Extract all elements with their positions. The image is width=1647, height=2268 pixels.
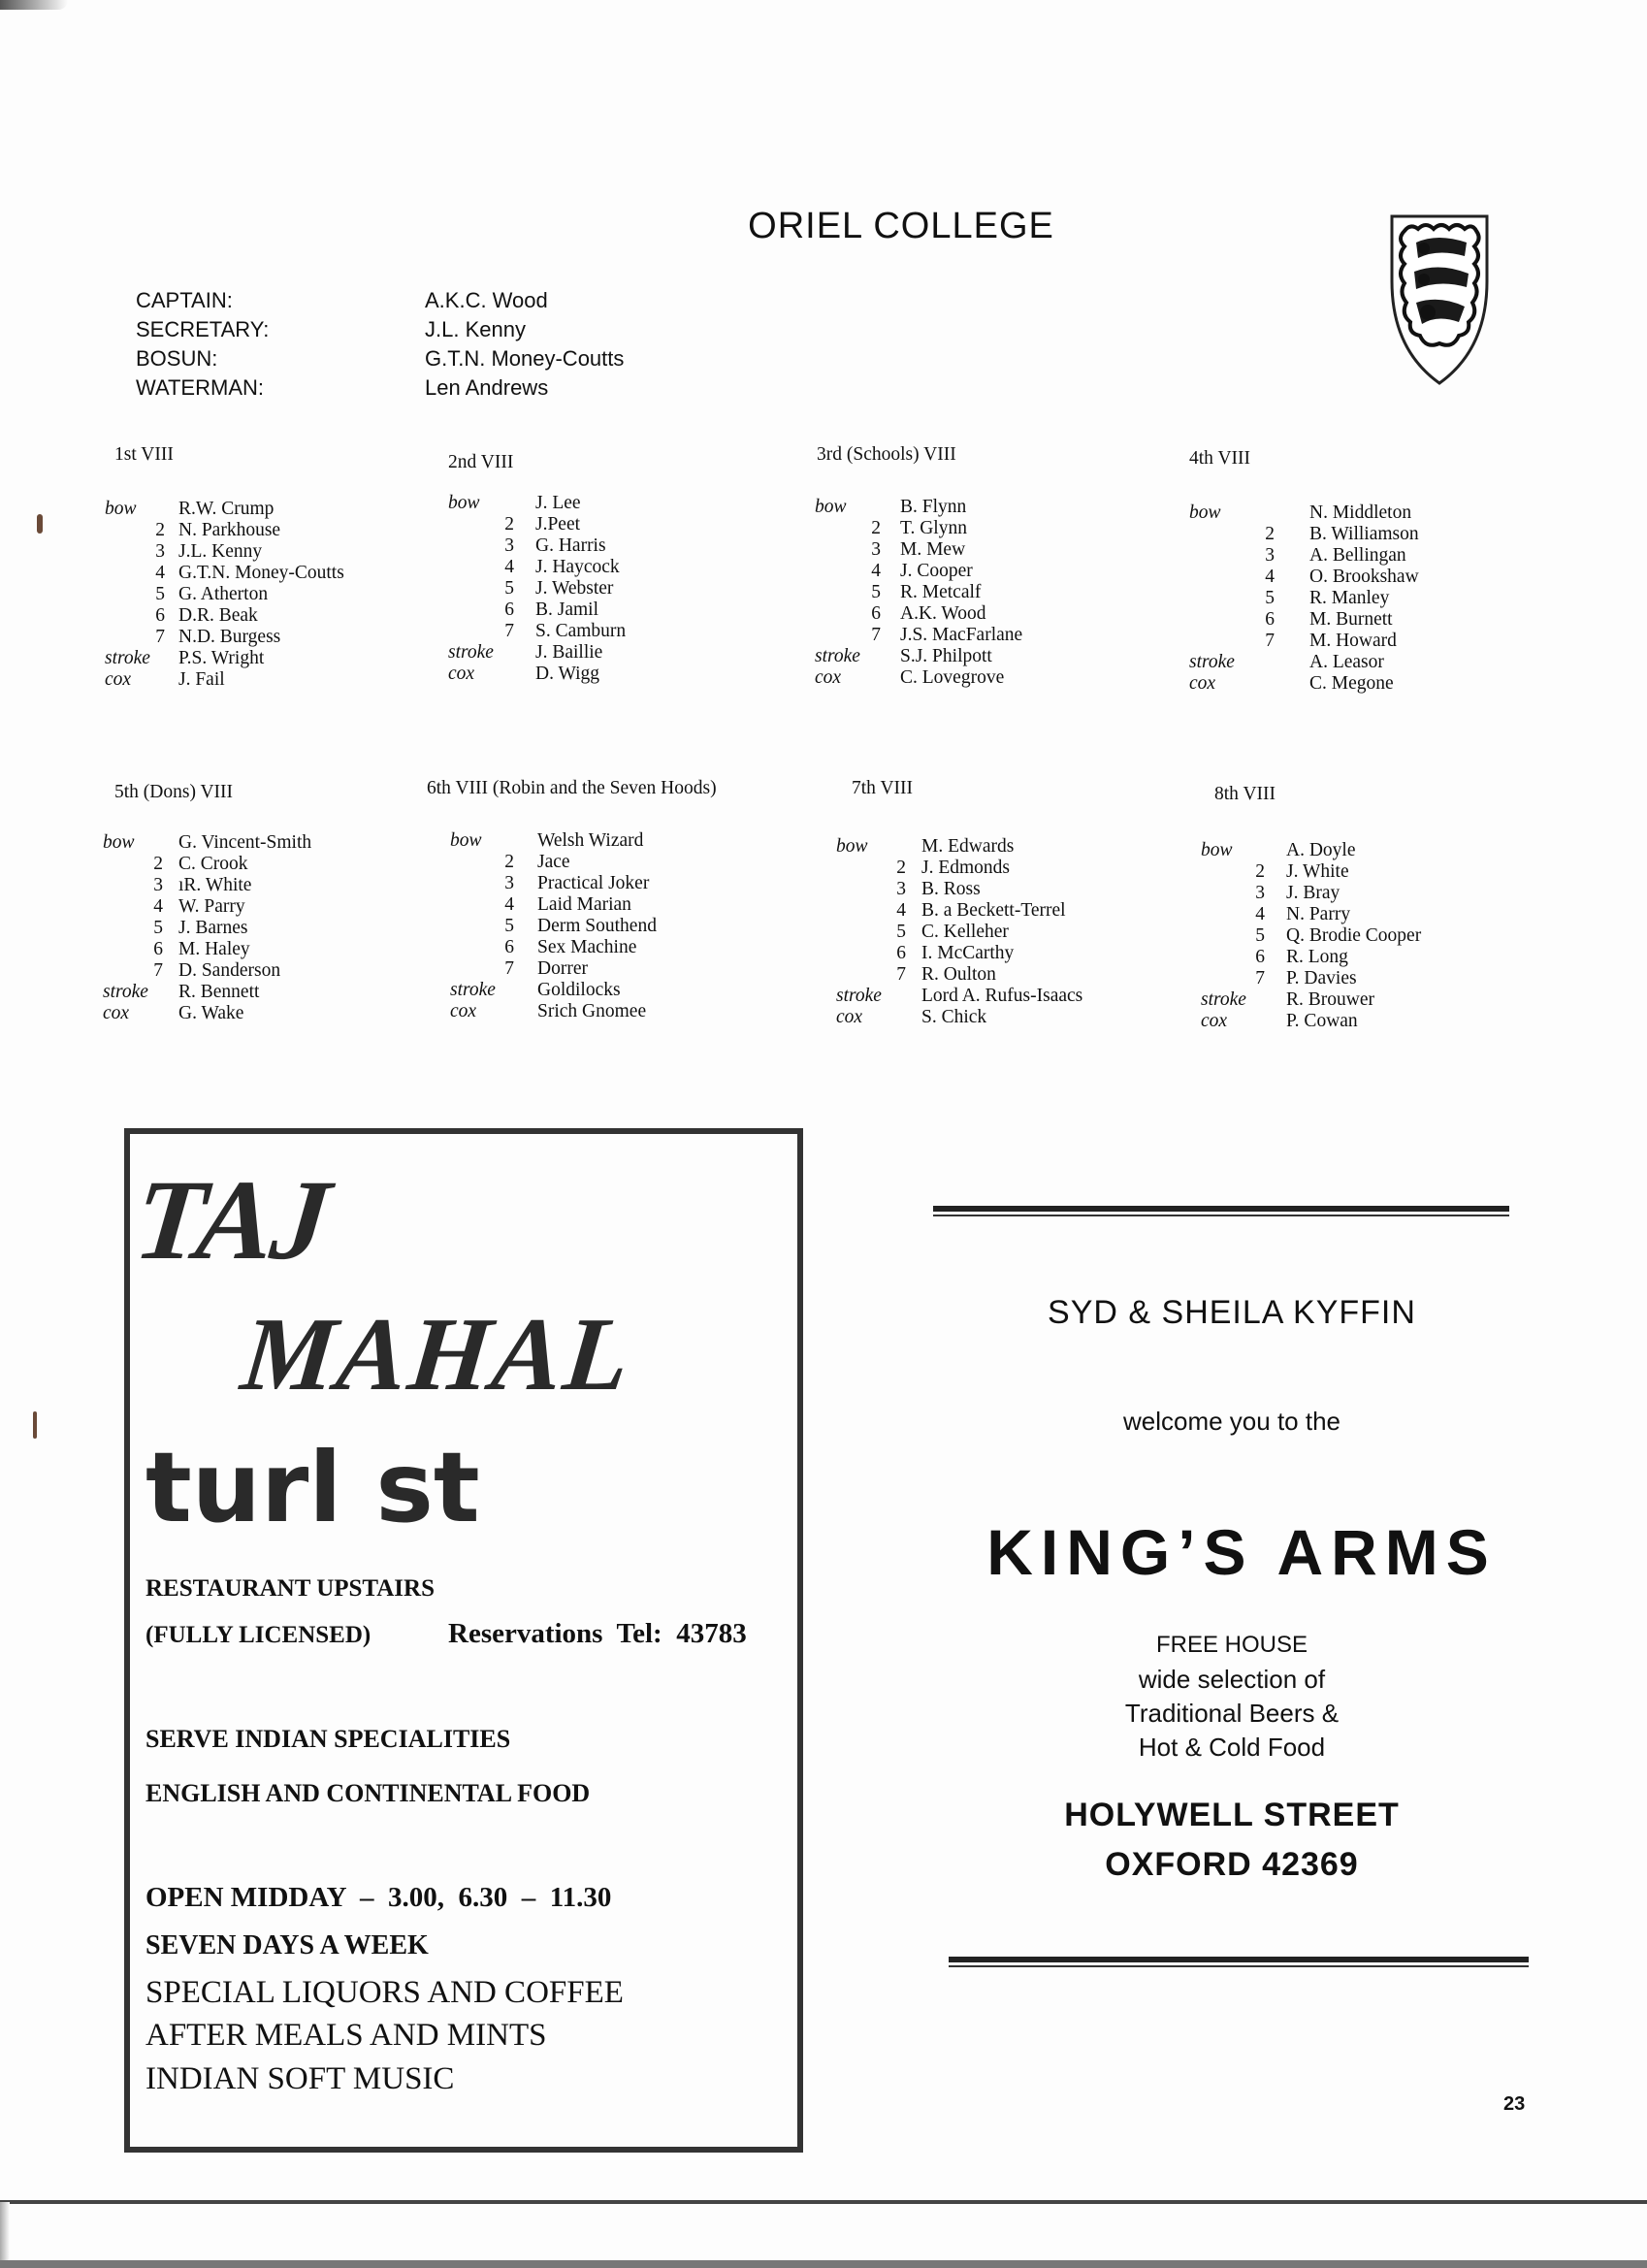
crew-row: [1189, 502, 1419, 524]
crew-row: [836, 964, 1082, 986]
crew-row: [1201, 989, 1421, 1011]
food-line: ENGLISH AND CONTINENTAL FOOD: [145, 1779, 591, 1807]
seat-position: cox: [450, 1001, 477, 1021]
rower-name: Welsh Wizard: [537, 830, 644, 851]
rower-name: S. Chick: [921, 1007, 987, 1027]
crew-row: [448, 557, 626, 578]
seat-position: 6: [155, 605, 165, 626]
crew-row: [450, 916, 657, 937]
seat-position: 2: [1255, 861, 1265, 882]
crew-row: [836, 986, 1082, 1007]
rower-name: R. Metcalf: [900, 582, 982, 602]
seat-position: 7: [504, 958, 514, 979]
beers-line: Traditional Beers &: [1124, 1699, 1340, 1728]
crew-row: [836, 1007, 1082, 1028]
crew-row: [815, 625, 1022, 646]
officer-role: WATERMAN:: [136, 375, 264, 400]
crew-row: [815, 561, 1022, 582]
officer-row: [136, 315, 624, 344]
crew-title: 6th VIII (Robin and the Seven Hoods): [427, 778, 717, 798]
seat-position: 3: [1265, 545, 1275, 566]
seat-position: 5: [504, 578, 514, 599]
rower-name: S.J. Philpott: [900, 646, 992, 666]
hosts-names: SYD & SHEILA KYFFIN: [1048, 1294, 1416, 1331]
seat-position: 3: [871, 539, 881, 560]
seat-position: 4: [155, 563, 165, 583]
specialities-line: SERVE INDIAN SPECIALITIES: [145, 1725, 511, 1753]
welcome-line: welcome you to the: [1122, 1407, 1340, 1436]
officer-name: Len Andrews: [425, 375, 549, 400]
scan-edge-shadow: [0, 0, 68, 10]
liquors-line: SPECIAL LIQUORS AND COFFEE: [145, 1975, 624, 2010]
rower-name: B. Williamson: [1309, 524, 1419, 544]
scan-page-edge: [0, 2260, 1647, 2268]
rower-name: G. Atherton: [178, 584, 269, 604]
rower-name: D. Sanderson: [178, 960, 281, 981]
crew-row: [448, 578, 626, 599]
rower-name: Laid Marian: [537, 894, 631, 915]
rower-name: M. Mew: [900, 539, 966, 560]
crew-row: [815, 646, 1022, 667]
crew-row: [836, 836, 1082, 858]
crew-row: [103, 918, 311, 939]
seat-position: 5: [504, 916, 514, 936]
crew-row: [105, 499, 344, 520]
seat-position: 2: [1265, 524, 1275, 544]
mints-line: AFTER MEALS AND MINTS: [145, 2018, 547, 2053]
rower-name: G. Harris: [535, 535, 606, 556]
seat-position: 4: [504, 894, 514, 915]
crew-row: [450, 980, 657, 1001]
rower-name: I. McCarthy: [921, 943, 1015, 963]
rower-name: Sex Machine: [537, 937, 637, 957]
seat-position: cox: [105, 669, 132, 690]
crew-row: [815, 667, 1022, 689]
crew-row: [815, 539, 1022, 561]
crew-roster: [448, 493, 626, 685]
officer-role: BOSUN:: [136, 346, 218, 371]
rower-name: J. Fail: [178, 669, 225, 690]
crew-row: [836, 879, 1082, 900]
reservations-phone: Reservations Tel: 43783: [448, 1618, 747, 1649]
rower-name: ıR. White: [178, 875, 252, 895]
crew-row: [1189, 545, 1419, 567]
seat-position: 6: [153, 939, 163, 959]
seat-position: bow: [815, 497, 847, 517]
rower-name: A. Doyle: [1286, 840, 1356, 860]
seat-position: 5: [896, 922, 906, 942]
seat-position: stroke: [448, 642, 494, 663]
crew-row: [448, 664, 626, 685]
seat-position: 4: [871, 561, 881, 581]
crew-roster: [105, 499, 344, 691]
seven-days-line: SEVEN DAYS A WEEK: [145, 1930, 429, 1960]
crew-row: [448, 493, 626, 514]
seat-position: cox: [1189, 673, 1216, 694]
seat-position: 3: [153, 875, 163, 895]
seat-position: 5: [1265, 588, 1275, 608]
officer-name: A.K.C. Wood: [425, 288, 548, 312]
city-phone: OXFORD 42369: [1105, 1846, 1359, 1883]
rower-name: J. Webster: [535, 578, 614, 599]
crew-row: [105, 605, 344, 627]
seat-position: 6: [896, 943, 906, 963]
crew-title: 8th VIII: [1214, 784, 1276, 804]
seat-position: bow: [1201, 840, 1233, 860]
crew-row: [1201, 1011, 1421, 1032]
seat-position: 7: [504, 621, 514, 641]
page-title-text: ORIEL COLLEGE: [748, 206, 1054, 246]
crew-row: [448, 599, 626, 621]
rower-name: J. Cooper: [900, 561, 973, 581]
seat-position: stroke: [1189, 652, 1235, 672]
crew-row: [448, 621, 626, 642]
rower-name: S. Camburn: [535, 621, 627, 641]
crew-row: [836, 858, 1082, 879]
rower-name: D.R. Beak: [178, 605, 258, 626]
rower-name: R. Long: [1286, 947, 1348, 967]
seat-position: cox: [448, 664, 475, 684]
crew-row: [105, 520, 344, 541]
crew-row: [1201, 840, 1421, 861]
seat-position: 7: [871, 625, 881, 645]
rower-name: M. Edwards: [921, 836, 1015, 857]
page-number: 23: [1503, 2093, 1526, 2115]
seat-position: cox: [815, 667, 842, 688]
seat-position: 6: [1255, 947, 1265, 967]
crew-row: [450, 958, 657, 980]
taj-mahal-logo-line1: TAJ: [129, 1156, 335, 1283]
seat-position: 3: [1255, 883, 1265, 903]
rower-name: J.L. Kenny: [178, 541, 263, 562]
rower-name: O. Brookshaw: [1309, 567, 1419, 587]
seat-position: 6: [504, 937, 514, 957]
rower-name: W. Parry: [178, 896, 245, 917]
rower-name: J. White: [1286, 861, 1349, 882]
rower-name: C. Megone: [1309, 673, 1394, 694]
rower-name: N. Parry: [1286, 904, 1351, 924]
seat-position: bow: [105, 499, 137, 519]
crew-row: [105, 541, 344, 563]
taj-mahal-address: turl st: [145, 1431, 480, 1544]
rower-name: B. Jamil: [535, 599, 599, 620]
rower-name: Practical Joker: [537, 873, 650, 893]
seat-position: 2: [504, 514, 514, 535]
crew-roster: [450, 830, 657, 1022]
crew-roster: [815, 497, 1022, 689]
officer-row: [136, 286, 624, 315]
officer-row: [136, 373, 624, 403]
rower-name: P.S. Wright: [178, 648, 265, 668]
scan-speck: [37, 514, 43, 534]
rower-name: B. Flynn: [900, 497, 967, 517]
crew-row: [105, 563, 344, 584]
crew-row: [450, 894, 657, 916]
seat-position: 3: [504, 873, 514, 893]
crew-title: 7th VIII: [852, 778, 914, 798]
crew-row: [1201, 925, 1421, 947]
crew-row: [815, 518, 1022, 539]
crew-row: [1189, 524, 1419, 545]
crew-row: [450, 830, 657, 852]
rower-name: T. Glynn: [900, 518, 967, 538]
rower-name: R. Oulton: [921, 964, 996, 985]
seat-position: 7: [155, 627, 165, 647]
seat-position: 4: [504, 557, 514, 577]
rower-name: Lord A. Rufus-Isaacs: [921, 986, 1083, 1006]
rower-name: B. a Beckett-Terrel: [921, 900, 1066, 921]
rower-name: N. Parkhouse: [178, 520, 281, 540]
seat-position: 4: [1265, 567, 1275, 587]
food-line: Hot & Cold Food: [1138, 1733, 1326, 1762]
opening-hours: OPEN MIDDAY – 3.00, 6.30 – 11.30: [145, 1882, 612, 1913]
rower-name: B. Ross: [921, 879, 981, 899]
rower-name: J.Peet: [535, 514, 581, 535]
seat-position: 2: [896, 858, 906, 878]
rower-name: A. Leasor: [1309, 652, 1384, 672]
music-line: INDIAN SOFT MUSIC: [145, 2061, 455, 2096]
officer-name: G.T.N. Money-Coutts: [425, 346, 625, 371]
seat-position: 5: [153, 918, 163, 938]
rower-name: C. Lovegrove: [900, 667, 1005, 688]
scan-page-edge: [0, 2200, 1647, 2204]
rower-name: C. Crook: [178, 854, 248, 874]
rower-name: D. Wigg: [535, 664, 600, 684]
crew-row: [815, 497, 1022, 518]
seat-position: bow: [836, 836, 868, 857]
seat-position: 7: [153, 960, 163, 981]
rower-name: J. Bray: [1286, 883, 1340, 903]
crew-row: [103, 896, 311, 918]
crew-row: [1189, 588, 1419, 609]
rower-name: Jace: [537, 852, 570, 872]
rower-name: Derm Southend: [537, 916, 657, 936]
crew-row: [103, 939, 311, 960]
seat-position: bow: [450, 830, 482, 851]
scan-page-edge: [0, 2202, 10, 2268]
kings-arms-name: KING’S ARMS: [986, 1516, 1497, 1588]
crew-roster: [1201, 840, 1421, 1032]
crew-title: 5th (Dons) VIII: [114, 782, 234, 802]
crew-row: [815, 603, 1022, 625]
rower-name: R. Manley: [1309, 588, 1390, 608]
rower-name: J. Barnes: [178, 918, 248, 938]
crew-row: [1189, 631, 1419, 652]
seat-position: 2: [504, 852, 514, 872]
rower-name: A.K. Wood: [900, 603, 986, 624]
crew-roster: [103, 832, 311, 1024]
rower-name: N. Middleton: [1309, 502, 1412, 523]
crew-row: [448, 535, 626, 557]
crew-row: [1189, 673, 1419, 695]
crew-row: [103, 875, 311, 896]
selection-line: wide selection of: [1138, 1665, 1326, 1694]
seat-position: stroke: [103, 982, 148, 1002]
seat-position: 3: [504, 535, 514, 556]
crew-row: [103, 854, 311, 875]
rower-name: P. Cowan: [1286, 1011, 1358, 1031]
crew-row: [103, 832, 311, 854]
crew-row: [836, 900, 1082, 922]
rower-name: R.W. Crump: [178, 499, 274, 519]
seat-position: 6: [871, 603, 881, 624]
crew-row: [1189, 567, 1419, 588]
rower-name: C. Kelleher: [921, 922, 1009, 942]
rower-name: J. Haycock: [535, 557, 620, 577]
crew-row: [1201, 883, 1421, 904]
crew-row: [1189, 609, 1419, 631]
seat-position: 2: [871, 518, 881, 538]
seat-position: bow: [448, 493, 480, 513]
scan-speck: [33, 1411, 37, 1439]
seat-position: 4: [153, 896, 163, 917]
rower-name: Dorrer: [537, 958, 588, 979]
seat-position: stroke: [815, 646, 860, 666]
crew-row: [1189, 652, 1419, 673]
rower-name: N.D. Burgess: [178, 627, 281, 647]
college-shield-crest-icon: [1389, 213, 1490, 388]
rower-name: Q. Brodie Cooper: [1286, 925, 1422, 946]
crew-row: [448, 642, 626, 664]
seat-position: stroke: [836, 986, 882, 1006]
seat-position: cox: [1201, 1011, 1228, 1031]
crew-roster: [1189, 502, 1419, 695]
officer-role: SECRETARY:: [136, 317, 270, 341]
crew-row: [1201, 904, 1421, 925]
crew-row: [105, 669, 344, 691]
crew-row: [103, 982, 311, 1003]
crew-title: 3rd (Schools) VIII: [817, 444, 956, 465]
rower-name: J. Edmonds: [921, 858, 1011, 878]
seat-position: 7: [896, 964, 906, 985]
rower-name: Srich Gnomee: [537, 1001, 647, 1021]
crew-title: 2nd VIII: [448, 452, 514, 472]
crew-row: [105, 648, 344, 669]
crew-row: [1201, 861, 1421, 883]
rower-name: J. Baillie: [535, 642, 603, 663]
seat-position: 4: [896, 900, 906, 921]
seat-position: 5: [1255, 925, 1265, 946]
seat-position: 4: [1255, 904, 1265, 924]
rower-name: J. Lee: [535, 493, 581, 513]
rower-name: R. Brouwer: [1286, 989, 1374, 1010]
seat-position: stroke: [450, 980, 496, 1000]
crew-roster: [836, 836, 1082, 1028]
seat-position: 6: [504, 599, 514, 620]
seat-position: 7: [1265, 631, 1275, 651]
officer-name: J.L. Kenny: [425, 317, 526, 341]
crew-row: [105, 584, 344, 605]
seat-position: 5: [155, 584, 165, 604]
free-house-line: FREE HOUSE: [1155, 1632, 1308, 1658]
crew-row: [1201, 968, 1421, 989]
crew-row: [448, 514, 626, 535]
rower-name: G. Vincent-Smith: [178, 832, 312, 853]
crew-row: [815, 582, 1022, 603]
crew-row: [450, 1001, 657, 1022]
crew-title: 1st VIII: [114, 444, 174, 465]
rower-name: M. Howard: [1309, 631, 1397, 651]
rower-name: M. Burnett: [1309, 609, 1393, 630]
rower-name: P. Davies: [1286, 968, 1357, 988]
street-address: HOLYWELL STREET: [1064, 1797, 1400, 1833]
rower-name: M. Haley: [178, 939, 250, 959]
seat-position: cox: [836, 1007, 863, 1027]
crew-row: [836, 943, 1082, 964]
officer-role: CAPTAIN:: [136, 288, 233, 312]
crew-row: [450, 852, 657, 873]
crew-row: [103, 960, 311, 982]
seat-position: stroke: [105, 648, 150, 668]
kings-arms-bottom-rule: [949, 1957, 1529, 1966]
club-officers-list: [136, 286, 624, 403]
seat-position: stroke: [1201, 989, 1246, 1010]
crew-row: [836, 922, 1082, 943]
seat-position: 3: [155, 541, 165, 562]
rower-name: Goldilocks: [537, 980, 621, 1000]
crew-row: [105, 627, 344, 648]
seat-position: 7: [1255, 968, 1265, 988]
seat-position: bow: [1189, 502, 1221, 523]
seat-position: cox: [103, 1003, 130, 1023]
crew-title: 4th VIII: [1189, 448, 1251, 469]
seat-position: 2: [153, 854, 163, 874]
rower-name: G.T.N. Money-Coutts: [178, 563, 344, 583]
taj-mahal-logo-line2: MAHAL: [236, 1297, 637, 1412]
seat-position: 6: [1265, 609, 1275, 630]
rower-name: G. Wake: [178, 1003, 244, 1023]
fully-licensed: (FULLY LICENSED): [145, 1622, 371, 1648]
officer-row: [136, 344, 624, 373]
seat-position: 2: [155, 520, 165, 540]
kings-arms-top-rule: [933, 1206, 1509, 1215]
crew-row: [450, 937, 657, 958]
crew-row: [1201, 947, 1421, 968]
rower-name: R. Bennett: [178, 982, 260, 1002]
seat-position: bow: [103, 832, 135, 853]
seat-position: 5: [871, 582, 881, 602]
restaurant-upstairs: RESTAURANT UPSTAIRS: [145, 1575, 435, 1602]
crew-row: [450, 873, 657, 894]
crew-row: [103, 1003, 311, 1024]
seat-position: 3: [896, 879, 906, 899]
rower-name: J.S. MacFarlane: [900, 625, 1023, 645]
rower-name: A. Bellingan: [1309, 545, 1406, 566]
